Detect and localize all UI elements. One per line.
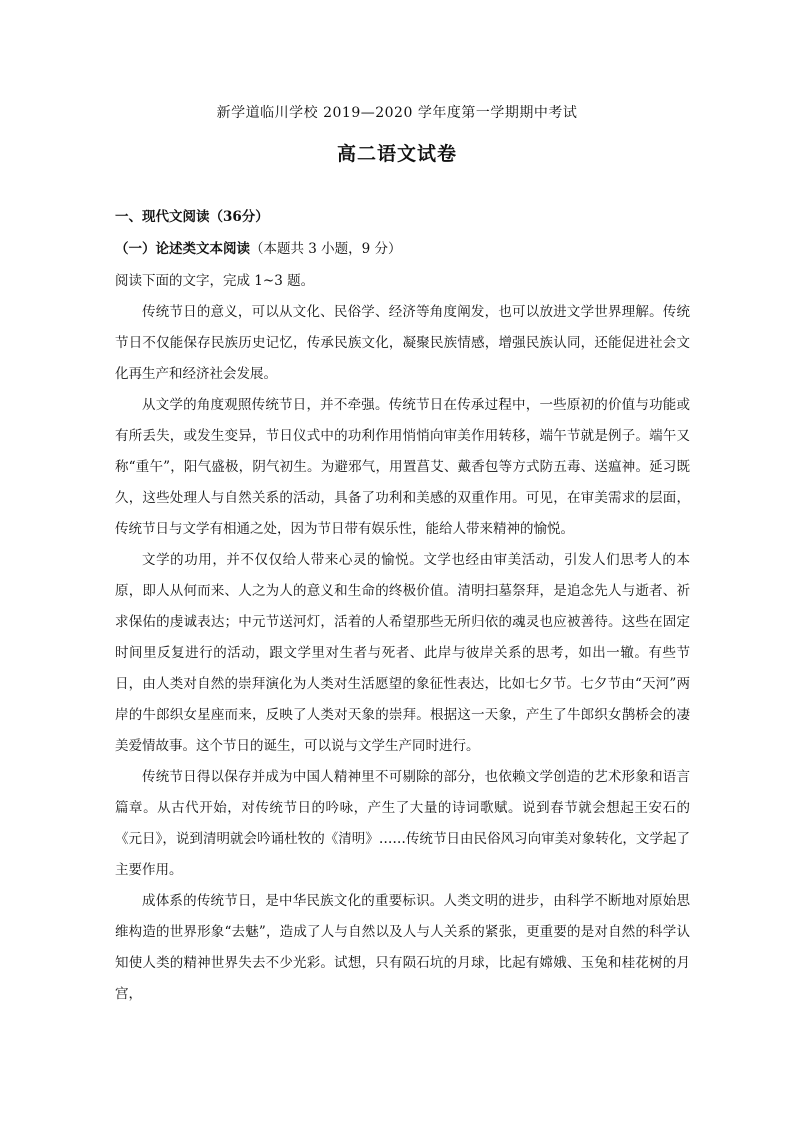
section-heading: 一、现代文阅读（36分） (115, 209, 269, 225)
passage-paragraph: 成体系的传统节日，是中华民族文化的重要标识。人类文明的进步，由科学不断地对原始思维构造的世界形象“去魅”，造成了人与自然以及人与人关系的紧张，更重要的是对自然的科学认知使人类的精神世界失去不少光彩。试想，只有陨石坑的月球，比起有嫦娥、玉兔和桂花树的月宫， (115, 893, 690, 1002)
passage-paragraph: 传统节日的意义，可以从文化、民俗学、经济等角度阐发，也可以放进文学世界理解。传统节日不仅能保存民族历史记忆，传承民族文化，凝聚民族情感，增强民族认同，还能促进社会文化再生产和经济社会发展。 (115, 304, 690, 382)
sub-heading-note: （本题共 3 小题，9 分） (250, 241, 402, 257)
passage-paragraph: 传统节日得以保存并成为中国人精神里不可剔除的部分，也依赖文学创造的艺术形象和语言篇章。从古代开始，对传统节日的吟咏，产生了大量的诗词歌赋。说到春节就会想起王安石的《元日》，说到清明就会吟诵杜牧的《清明》……传统节日由民俗风习向审美对象转化，文学起了主要作用。 (115, 769, 690, 878)
passage-paragraph: 从文学的角度观照传统节日，并不牵强。传统节日在传承过程中，一些原初的价值与功能或有所丢失，或发生变异，节日仪式中的功利作用悄悄向审美作用转移，端午节就是例子。端午又称“重午”，阳气盛极，阴气初生。为避邪气，用置菖艾、戴香包等方式防五毒、送瘟神。延习既久，这些处理人与自然关系的活动，具备了功利和美感的双重作用。可见，在审美需求的层面，传统节日与文学有相通之处，因为节日带有娱乐性，能给人带来精神的愉悦。 (115, 397, 690, 537)
sub-heading (115, 237, 402, 257)
passage-body (115, 297, 690, 1010)
passage-paragraph: 文学的功用，并不仅仅给人带来心灵的愉悦。文学也经由审美活动，引发人们思考人的本原，即人从何而来、人之为人的意义和生命的终极价值。清明扫墓祭拜，是追念先人与逝者、祈求保佑的虔诚表达；中元节送河灯，活着的人希望那些无所归依的魂灵也应被善待。这些在固定时间里反复进行的活动，跟文学里对生者与死者、此岸与彼岸关系的思考，如出一辙。有些节日，由人类对自然的崇拜演化为人类对生活愿望的象征性表达，比如七夕节。七夕节由“天河”两岸的牛郎织女星座而来，反映了人类对天象的崇拜。根据这一天象，产生了牛郎织女鹊桥会的凄美爱情故事。这个节日的诞生，可以说与文学生产同时进行。 (115, 552, 690, 754)
sub-heading-title: （一）论述类文本阅读 (115, 241, 250, 257)
exam-title: 高二语文试卷 (336, 143, 457, 165)
school-header-line: 新学道临川学校 2019—2020 学年度第一学期期中考试 (216, 105, 578, 121)
reading-instruction: 阅读下面的文字，完成 1~3 题。 (115, 273, 315, 289)
